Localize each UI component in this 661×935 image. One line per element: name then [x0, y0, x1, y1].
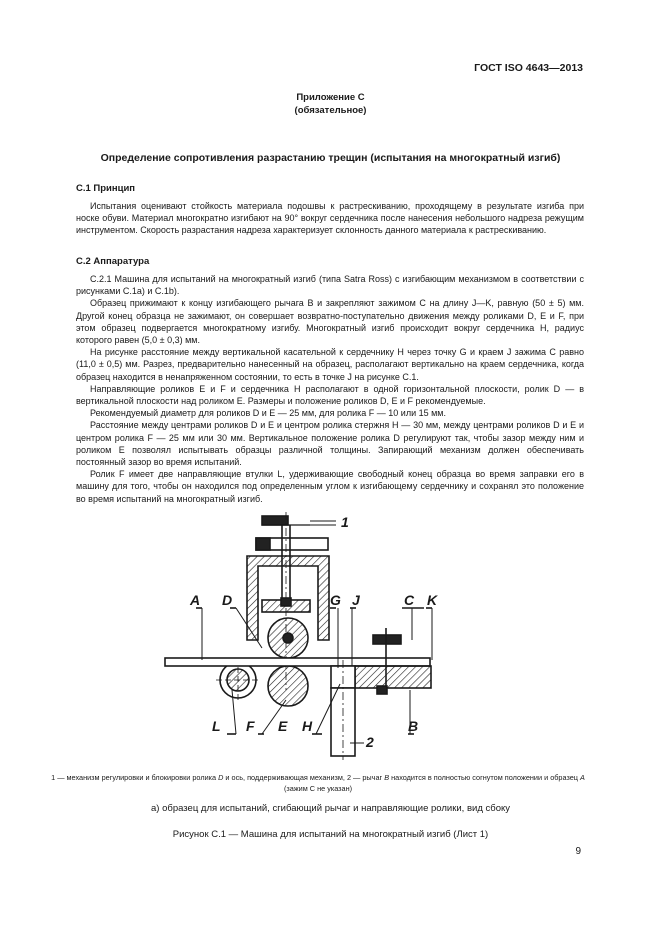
- label-b: B: [408, 718, 419, 734]
- section-c1-heading: C.1 Принцип: [76, 183, 136, 194]
- label-k: K: [427, 592, 438, 608]
- note-text: и ось, поддерживающая механизм, 2 — рычаг: [223, 773, 385, 782]
- section-c2-heading: C.2 Аппаратура: [76, 256, 150, 267]
- bending-lever: [355, 666, 431, 688]
- note-text: находится в полностью согнутом положении и образец: [389, 773, 580, 782]
- specimen: [165, 658, 430, 666]
- label-d: D: [222, 592, 233, 608]
- standard-designation: ГОСТ ISO 4643—2013: [474, 62, 583, 74]
- paragraph: Рекомендуемый диаметр для роликов D и E — 25 мм, для ролика F — 10 или 15 мм.: [90, 408, 446, 419]
- figure-notes: [48, 772, 588, 794]
- main-title: Определение сопротивления разрастанию трещин (испытания на многократный изгиб): [100, 152, 561, 164]
- note-text: A: [580, 773, 585, 782]
- paragraph: На рисунке расстояние между вертикальной касательной к сердечнику H через точку G и краем J зажима C равно (11,0 ± 0,5) мм. Разрез, предварительно нанесенный на образец, располагают вертикально на краем сердечника, когда образец находится в ненапряженном состоянии, то есть в точке J на рисунке C.1.: [76, 347, 584, 382]
- figure-subcaption: a) образец для испытаний, сгибающий рычаг и направляющие ролики, вид сбоку: [151, 803, 510, 814]
- label-1: 1: [341, 514, 349, 530]
- page-number: 9: [575, 846, 581, 857]
- paragraph: C.2.1 Машина для испытаний на многократный изгиб (типа Satra Ross) с изгибающим механизмом в соответствии с рисунками C.1a) и C.1b).: [76, 274, 584, 297]
- adjust-knob-top: [262, 516, 288, 525]
- paragraph: Направляющие роликов E и F и сердечника H располагают в одной горизонтальной плоскости, ролик D — в вертикальной плоскости над роликом E. Размеры и положение роликов D, E и F рекомендуемые.: [76, 383, 584, 407]
- roller-e: [268, 666, 308, 706]
- note-text: D: [218, 773, 224, 782]
- label-g: G: [330, 592, 341, 608]
- label-h: H: [302, 718, 313, 734]
- label-l: L: [212, 718, 221, 734]
- paragraph: Ролик F имеет две направляющие втулки L, удерживающие свободный конец образца во время заправки его в машину для того, чтобы он находился под определенным углом к изгибающему сердечнику и сохранял это положение во время испытаний на многократный изгиб.: [76, 469, 584, 504]
- annex-title: Приложение C: [296, 92, 365, 103]
- label-f: F: [246, 718, 255, 734]
- clamp: [373, 635, 401, 644]
- annex-status: (обязательное): [294, 105, 367, 116]
- paragraph: Испытания оценивают стойкость материала подошвы к растрескиванию, проходящему в результате изгиба при носке обуви. Материал многократно изгибают на 90° вокруг сердечника после нанесения небольшого надреза режущим инструментом. Скорость разрастания надреза характеризует склонность данного материала к растрескиванию.: [76, 201, 584, 236]
- paragraph: Образец прижимают к концу изгибающего рычага B и закрепляют зажимом C на длину J—K, равную (50 ± 5) мм. Другой конец образца не зажимают, он совершает возвратно-поступательно движения между роликами D, E и F, при этом образец подвергается многократному изгибу. Многократный изгиб происходит вокруг сердечника H, радиус которого равен (5,0 ± 0,3) мм.: [76, 298, 584, 346]
- label-c: C: [404, 592, 415, 608]
- figure-caption: Рисунок C.1 — Машина для испытаний на многократный изгиб (Лист 1): [172, 829, 489, 840]
- note-text: 1 — механизм регулировки и блокировки ролика: [51, 773, 219, 782]
- paragraph: Расстояние между центрами роликов D и E и центром ролика стержня H — 30 мм, между центрами роликов D и E и центром ролика F — 25 мм или 30 мм. Вертикальное положение ролика D регулируют так, чтобы зазор между ним и роликом E позволял испытывать образцы различной толщины. Запирающий механизм должен обеспечивать постоянный зазор во время испытаний.: [76, 420, 584, 468]
- label-j: J: [352, 592, 360, 608]
- note-text: (зажим C не указан): [283, 784, 353, 793]
- label-e: E: [278, 718, 288, 734]
- label-a: A: [190, 592, 201, 608]
- label-2: 2: [366, 734, 374, 750]
- note-text: B: [384, 773, 390, 782]
